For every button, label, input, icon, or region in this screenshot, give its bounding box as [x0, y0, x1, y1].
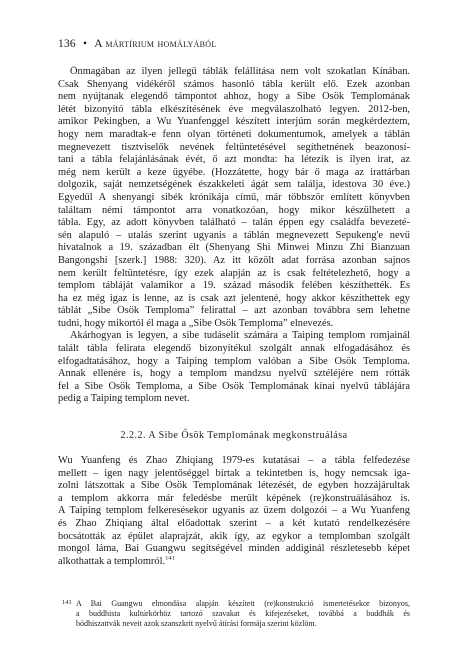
- text-line: A Taiping templom felkeresésekor ugyanis az üzem dolgozói – a Wu Yuanfeng: [58, 505, 410, 517]
- running-header: [58, 38, 217, 50]
- text-line: amikor Pekingben, a Wu Yuanfenggel készített interjúm során megkérdeztem,: [58, 116, 410, 128]
- text-line: megnevezett tisztviselők nevének feltüntetésével segíthetnének beazonosí-: [58, 141, 410, 153]
- text-line: bódhiszattvák neveit azok szanszkrit nyelvű átírási formája szerint közlöm.: [76, 619, 317, 629]
- text-line: Akárhogyan is legyen, a sibe tudáselit számára a Taiping templom romjainál: [70, 330, 410, 342]
- text-line: zolni látszottak a Sibe Ősök Templomának létezését, de egyben hozzájárultak: [58, 480, 410, 492]
- text-line: templom tábláját valamikor a 19. század második felében készíthették. És: [58, 280, 410, 292]
- text-line: nem került feltüntetésre, így ezek alapján az is csak feltételezhető, hogy a: [58, 267, 410, 279]
- running-title: A mártírium homályából: [94, 38, 217, 50]
- footnote-text: [76, 599, 410, 630]
- text-line: dolgozik, saját nemzetségének északkeleti ágát sem találja, idestova 30 éve.): [58, 179, 410, 191]
- text-line: A Bai Guangwu elmondása alapján készített (re)konstrukció ismertetésekor bizonyos,: [76, 599, 410, 608]
- page-number: 136: [58, 38, 76, 50]
- text-line: tudni, hogy mikortól él maga a „Sibe Ősök Temploma” elnevezés.: [58, 317, 334, 329]
- text-line: tábla. Egy, az adott könyvben található – talán éppen egy családfa bevezeté-: [58, 217, 410, 229]
- text-line: Csak Shenyang vidékéről számos hasonló tábla került elő. Ezek azonban: [58, 78, 410, 90]
- text-line: Önmagában az ilyen jellegű táblák felállítása nem volt szokatlan Kínában.: [70, 66, 410, 77]
- text-line: pedig a Taiping templom nevet.: [58, 393, 190, 405]
- text-line: sén alapuló – utalás szerint ugyanis a táblán megnevezett Sepukeng'e nevű: [58, 229, 410, 241]
- text-line: létét bizonyító tábla elkészítésének éve megválaszolható legyen. 2012-ben,: [58, 103, 410, 115]
- text-line: tani a tábla felajánlásának évét, ő azt mondta: ha létezik is ilyen irat, az: [58, 154, 410, 166]
- text-line: a templom akkorra már feledésbe merült képének (re)konstruálásához is.: [58, 492, 410, 504]
- text-line: nem nyújtanak elegendő támpontot ahhoz, hogy a Sibe Ősök Templomának: [58, 91, 410, 103]
- text-line: Wu Yuanfeng és Zhao Zhiqiang 1979-es kutatásai – a tábla felfedezése: [58, 455, 410, 466]
- text-line: Egyedül A shenyangi sibék krónikája című, már többször említett könyvben: [58, 191, 410, 203]
- text-line: hivatalnok a 19. században élt (Shenyang Shi Minwei Minzu Zhi Bianzuan: [58, 242, 410, 254]
- header-bullet: •: [82, 38, 88, 50]
- text-line: mongol láma, Bai Guangwu segítségével minden addiginál részletesebb képet: [58, 543, 410, 555]
- text-line: ha ez még igaz is lenne, az is csak azt jelentené, hogy akkor készíthettek egy: [58, 292, 410, 304]
- section-heading: 2.2.2. A Sibe Ősök Templomának megkonstruálása: [120, 430, 348, 441]
- text-line: talált tábla felirata elegendő bizonyítékul szolgált annak elfogadásához és: [58, 343, 410, 355]
- text-line: fel a Sibe Ősök Temploma, a Sibe Ősök Templomának kínai nyelvű táblájára: [58, 380, 410, 392]
- text-line: Annak ellenére is, hogy a templom mandzsu nyelvű sztéléjére nem rótták: [58, 368, 410, 380]
- text-line: és Zhao Zhiqiang által előadottak szerint – a két kutató rendelkezésére: [58, 517, 410, 529]
- footnote-reference[interactable]: 141: [165, 555, 175, 562]
- body-text-block-2: [58, 455, 410, 568]
- text-line: találtam némi támpontot arra vonatkozóan, hogy mikor készülhetett a: [58, 204, 410, 216]
- text-line: hogy nem maradtak-e fenn olyan történeti dokumentumok, amelyek a táblán: [58, 128, 410, 140]
- text-line: Bangongshi [szerk.] 1988: 320). Az itt közölt adat forrása azonban sajnos: [58, 254, 410, 266]
- text-line: elfogadtatásához, hogy a Taiping templom valóban a Sibe Ősök Temploma.: [58, 355, 410, 367]
- text-line: mellett – igen nagy jelentőséggel bírtak a tekintetben is, hogy nemcsak iga-: [58, 467, 410, 479]
- footnote-number: 141: [62, 599, 72, 606]
- text-line: bocsátották az épület alaprajzát, akik így, az egykor a templomban szolgált: [58, 530, 410, 542]
- text-line: a buddhista kultúrkörhöz tartozó szavakat és kifejezéseket, továbbá a buddhák és: [76, 609, 410, 619]
- text-line: alkothattak a templomról.$^{141}$: [58, 555, 175, 567]
- body-text-block-1: [58, 66, 410, 406]
- text-line: táblát „Sibe Ősök Temploma” felirattal – azt azonban továbbra sem lehetne: [58, 305, 410, 317]
- text-line: még nem került a keze ügyébe. (Hozzátette, hogy bár ő maga az irattárban: [58, 166, 410, 178]
